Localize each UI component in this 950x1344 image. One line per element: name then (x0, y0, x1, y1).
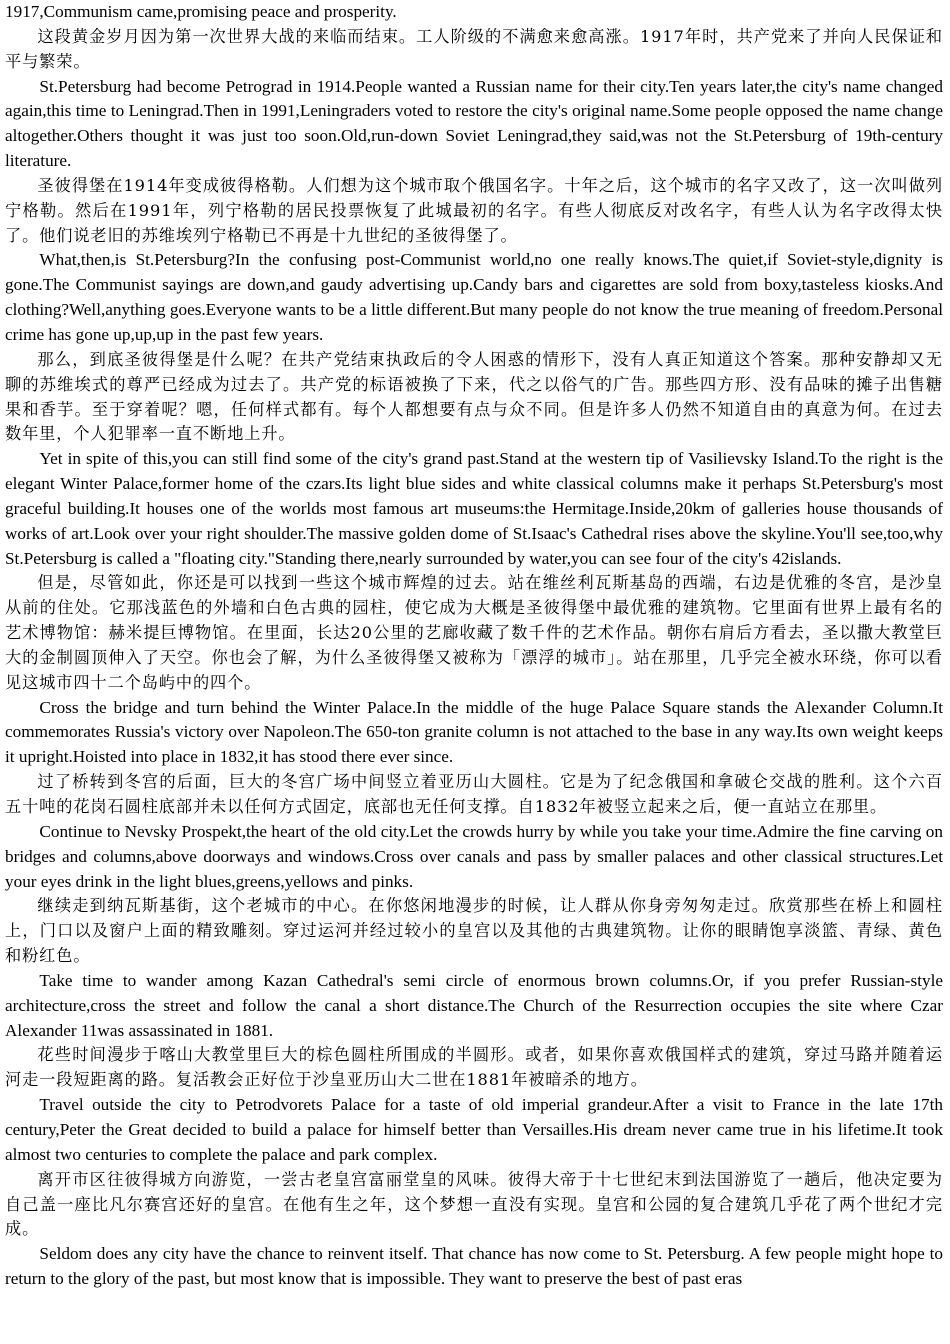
paragraph-zh: 花些时间漫步于喀山大教堂里巨大的棕色圆柱所围成的半圆形。或者，如果你喜欢俄国样式的建筑，穿过马路并随着运河走一段短距离的路。复活教会正好位于沙皇亚历山大二世在1881年被暗杀的地方。 (5, 1045, 943, 1090)
paragraph-en: 1917,Communism came,promising peace and prosperity. (5, 2, 397, 21)
document-page (5, 0, 943, 1292)
paragraph-zh: 过了桥转到冬宫的后面，巨大的冬宫广场中间竖立着亚历山大圆柱。它是为了纪念俄国和拿破仑交战的胜利。这个六百五十吨的花岗石圆柱底部并未以任何方式固定，底部也无任何支撑。自1832年被竖立起来之后，便一直站立在那里。 (5, 772, 943, 816)
paragraph-zh: 离开市区往彼得城方向游览，一尝古老皇宫富丽堂皇的风味。彼得大帝于十七世纪末到法国游览了一趟后，他决定要为自己盖一座比凡尔赛宫还好的皇宫。在他有生之年，这个梦想一直没有实现。皇宫和公园的复合建筑几乎花了两个世纪才完成。 (5, 1169, 943, 1239)
paragraph-en: Cross the bridge and turn behind the Winter Palace.In the middle of the huge Palace Square stands the Alexander Column.It commemorates Russia's victory over Napoleon.The 650-ton granite column is not attached to the base in any way.Its own weight keeps it upright.Hoisted into place in 1832,it has stood there ever since. (5, 697, 943, 767)
paragraph-en: Continue to Nevsky Prospekt,the heart of the old city.Let the crowds hurry by while you take your time.Admire the fine carving on bridges and columns,above doorways and windows.Cross over canals and pass by smaller palaces and other classical structures.Let your eyes drink in the light blues,greens,yellows and pinks. (5, 821, 943, 891)
paragraph-en: St.Petersburg had become Petrograd in 1914.People wanted a Russian name for their city.Ten years later,the city's name changed again,this time to Leningrad.Then in 1991,Leningraders voted to restore the city's original name.Some people opposed the name change altogether.Others thought it was just too soon.Old,run-down Soviet Leningrad,they said,was not the St.Petersburg of 19th-century literature. (5, 76, 943, 171)
paragraph-zh: 那么，到底圣彼得堡是什么呢？在共产党结束执政后的令人困惑的情形下，没有人真正知道这个答案。那种安静却又无聊的苏维埃式的尊严已经成为过去了。共产党的标语被换了下来，代之以俗气的广告。那些四方形、没有品味的摊子出售糖果和香芋。至于穿着呢？嗯，任何样式都有。每个人都想要有点与众不同。但是许多人仍然不知道自由的真意为何。在过去数年里，个人犯罪率一直不断地上升。 (5, 349, 943, 444)
paragraph-zh: 这段黄金岁月因为第一次世界大战的来临而结束。工人阶级的不满愈来愈高涨。1917年时，共产党来了并向人民保证和平与繁荣。 (5, 26, 943, 71)
paragraph-en: Seldom does any city have the chance to reinvent itself. That chance has now come to St. Petersburg. A few people might hope to return to the glory of the past, but most know that is impossible. They want to preserve the best of past eras (5, 1244, 943, 1289)
paragraph-zh: 圣彼得堡在1914年变成彼得格勒。人们想为这个城市取个俄国名字。十年之后，这个城市的名字又改了，这一次叫做列宁格勒。然后在1991年，列宁格勒的居民投票恢复了此城最初的名字。有些人彻底反对改名字，有些人认为名字改得太快了。他们说老旧的苏维埃列宁格勒已不再是十九世纪的圣彼得堡了。 (5, 175, 943, 245)
paragraph-en: Yet in spite of this,you can still find some of the city's grand past.Stand at the western tip of Vasilievsky Island.To the right is the elegant Winter Palace,former home of the czars.Its light blue sides and white classical columns make it perhaps St.Petersburg's most graceful building.It houses one of the worlds most famous art museums:the Hermitage.Inside,20km of galleries house thousands of works of art.Look over your right shoulder.The massive golden dome of St.Isaac's Cathedral rises above the skyline.You'll see,too,why St.Petersburg is called a "floating city."Standing there,nearly surrounded by water,you can see four of the city's 42islands. (5, 449, 943, 568)
paragraph-en: Travel outside the city to Petrodvorets Palace for a taste of old imperial grandeur.After a visit to France in the late 17th century,Peter the Great decided to build a palace for himself better than Versailles.His dream never came true in his lifetime.It took almost two centuries to complete the palace and park complex. (5, 1095, 943, 1164)
paragraph-en: Take time to wander among Kazan Cathedral's semi circle of enormous brown columns.Or, if you prefer Russian-style architecture,cross the street and follow the canal a short distance.The Church of the Resurrection occupies the site where Czar Alexander 11was assassinated in 1881. (5, 970, 943, 1040)
paragraph-en: What,then,is St.Petersburg?In the confusing post-Communist world,no one really knows.The quiet,if Soviet-style,dignity is gone.The Communist sayings are down,and gaudy advertising up.Candy bars and cigarettes are sold from boxy,tasteless kiosks.And clothing?Well,anything goes.Everyone wants to be a little different.But many people do not know the true meaning of freedom.Personal crime has gone up,up,up in the past few years. (5, 250, 943, 344)
paragraph-zh: 继续走到纳瓦斯基街，这个老城市的中心。在你悠闲地漫步的时候，让人群从你身旁匆匆走过。欣赏那些在桥上和圆柱上，门口以及窗户上面的精致雕刻。穿过运河并经过较小的皇宫以及其他的古典建筑物。让你的眼睛饱享淡篮、青绿、黄色和粉红色。 (5, 896, 943, 966)
paragraph-zh: 但是，尽管如此，你还是可以找到一些这个城市辉煌的过去。站在维丝利瓦斯基岛的西端，右边是优雅的冬宫，是沙皇从前的住处。它那浅蓝色的外墙和白色古典的园柱，使它成为大概是圣彼得堡中最优雅的建筑物。它里面有世界上最有名的艺术博物馆：赫米提巨博物馆。在里面，长达20公里的艺廊收藏了数千件的艺术作品。朝你右肩后方看去，圣以撒大教堂巨大的金制圆顶伸入了天空。你也会了解，为什么圣彼得堡又被称为「漂浮的城市」。站在那里，几乎完全被水环绕，你可以看见这城市四十二个岛屿中的四个。 (5, 573, 943, 692)
